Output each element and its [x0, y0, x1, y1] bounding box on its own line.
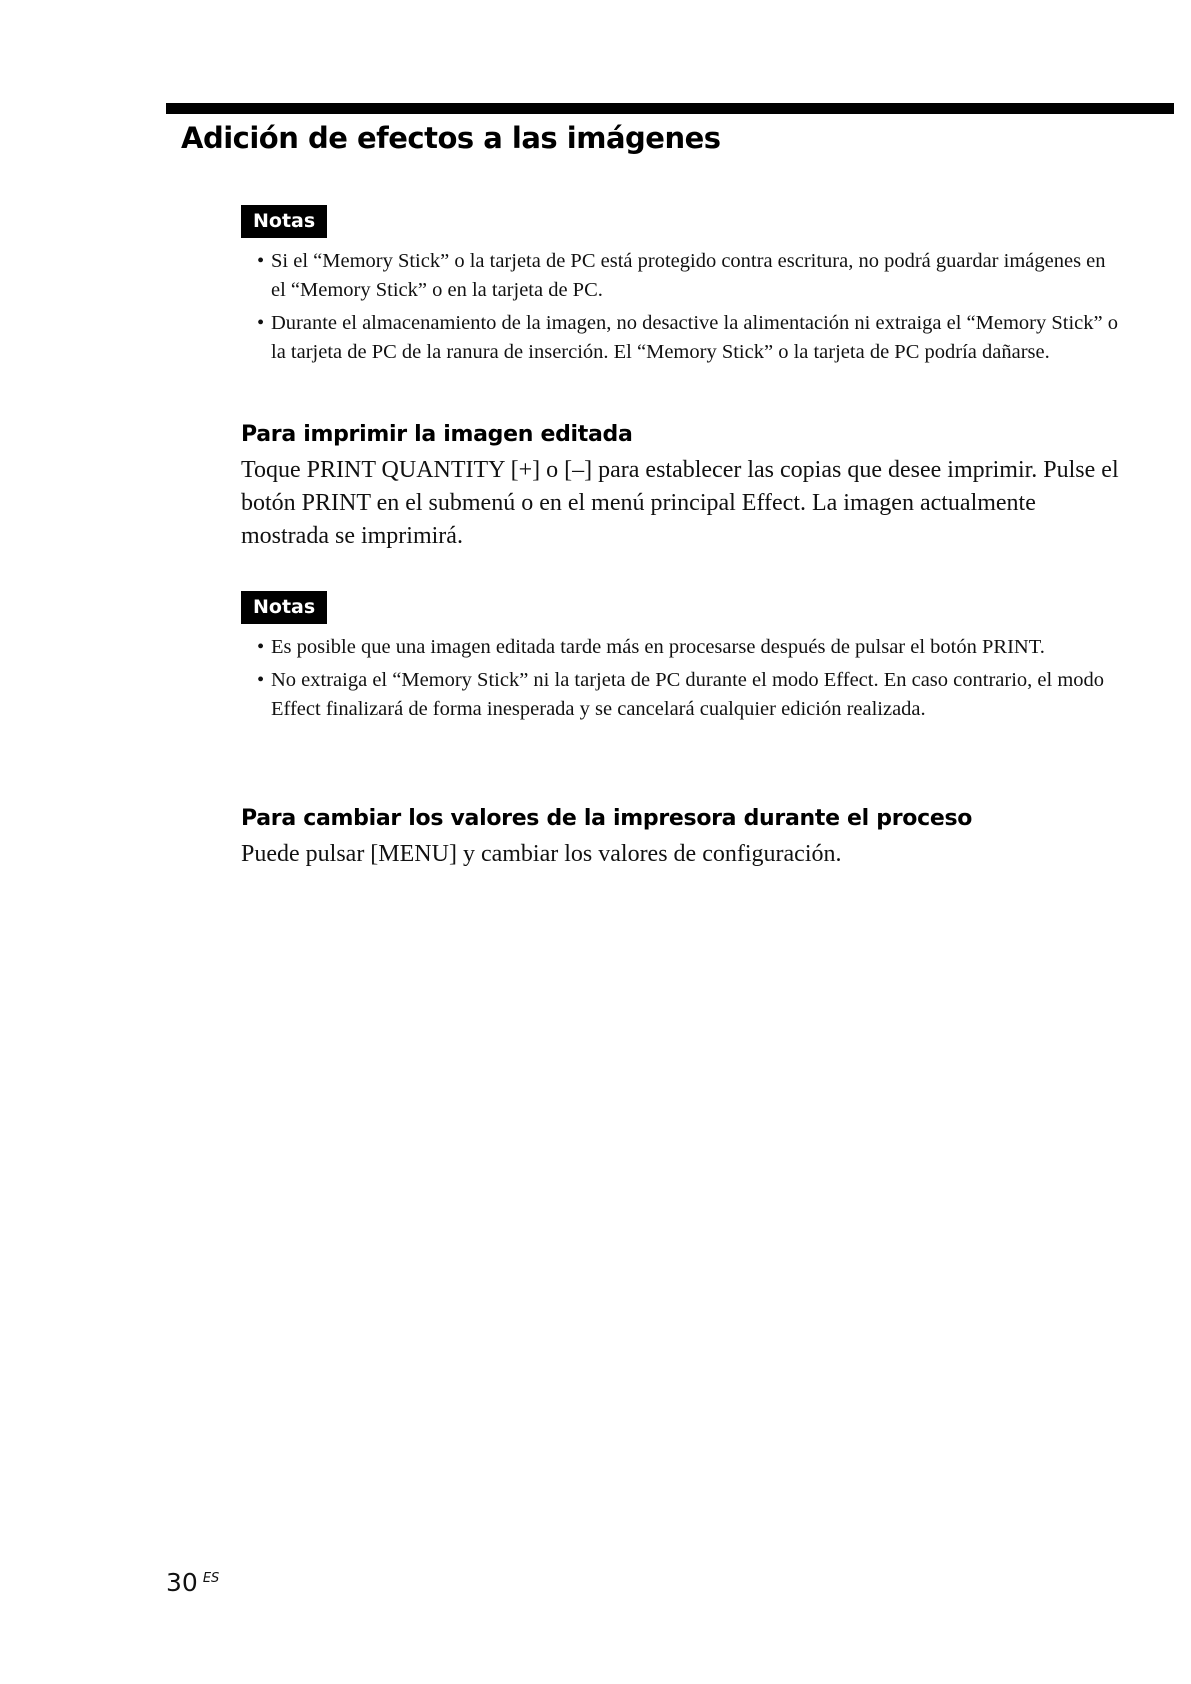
section-body: Puede pulsar [MENU] y cambiar los valores de configuración. [241, 841, 842, 867]
note-text: Si el “Memory Stick” o la tarjeta de PC está protegido contra escritura, no podrá guardar imágenes en el “Memory Stick” o en la tarjeta de PC. [271, 250, 1106, 301]
note-text: Durante el almacenamiento de la imagen, no desactive la alimentación ni extraiga el “Memory Stick” o la tarjeta de PC de la ranura de inserción. El “Memory Stick” o la tarjeta de PC podría dañarse. [271, 312, 1118, 363]
section-print [241, 418, 1121, 553]
section-body: Toque PRINT QUANTITY [+] o [–] para establecer las copias que desee imprimir. Pulse el botón PRINT en el submenú o en el menú principal Effect. La imagen actualmente mostrada se imprimirá. [241, 457, 1119, 549]
page-number: 30 [166, 1568, 198, 1597]
notes-block-2 [241, 591, 1121, 728]
bullet-icon: • [257, 312, 265, 334]
page-title: Adición de efectos a las imágenes [181, 121, 721, 155]
notes-badge: Notas [241, 591, 327, 624]
top-rule [166, 103, 1174, 114]
language-code: ES [202, 1571, 220, 1586]
notes-badge: Notas [241, 205, 327, 238]
bullet-icon: • [257, 250, 265, 272]
note-text: Es posible que una imagen editada tarde más en procesarse después de pulsar el botón PRINT. [271, 636, 1045, 658]
notes-block-1 [241, 205, 1121, 371]
note-item [241, 247, 1121, 305]
notes-list [241, 247, 1121, 367]
note-item [241, 666, 1121, 724]
bullet-icon: • [257, 669, 265, 691]
section-heading: Para imprimir la imagen editada [241, 422, 633, 447]
note-text: No extraiga el “Memory Stick” ni la tarjeta de PC durante el modo Effect. En caso contrario, el modo Effect finalizará de forma inesperada y se cancelará cualquier edición realizada. [271, 669, 1105, 720]
note-item [241, 309, 1121, 367]
note-item [241, 633, 1121, 662]
page-footer [166, 1566, 219, 1600]
notes-list [241, 633, 1121, 724]
section-heading: Para cambiar los valores de la impresora durante el proceso [241, 806, 973, 831]
section-settings [241, 802, 1121, 871]
bullet-icon: • [257, 636, 265, 658]
